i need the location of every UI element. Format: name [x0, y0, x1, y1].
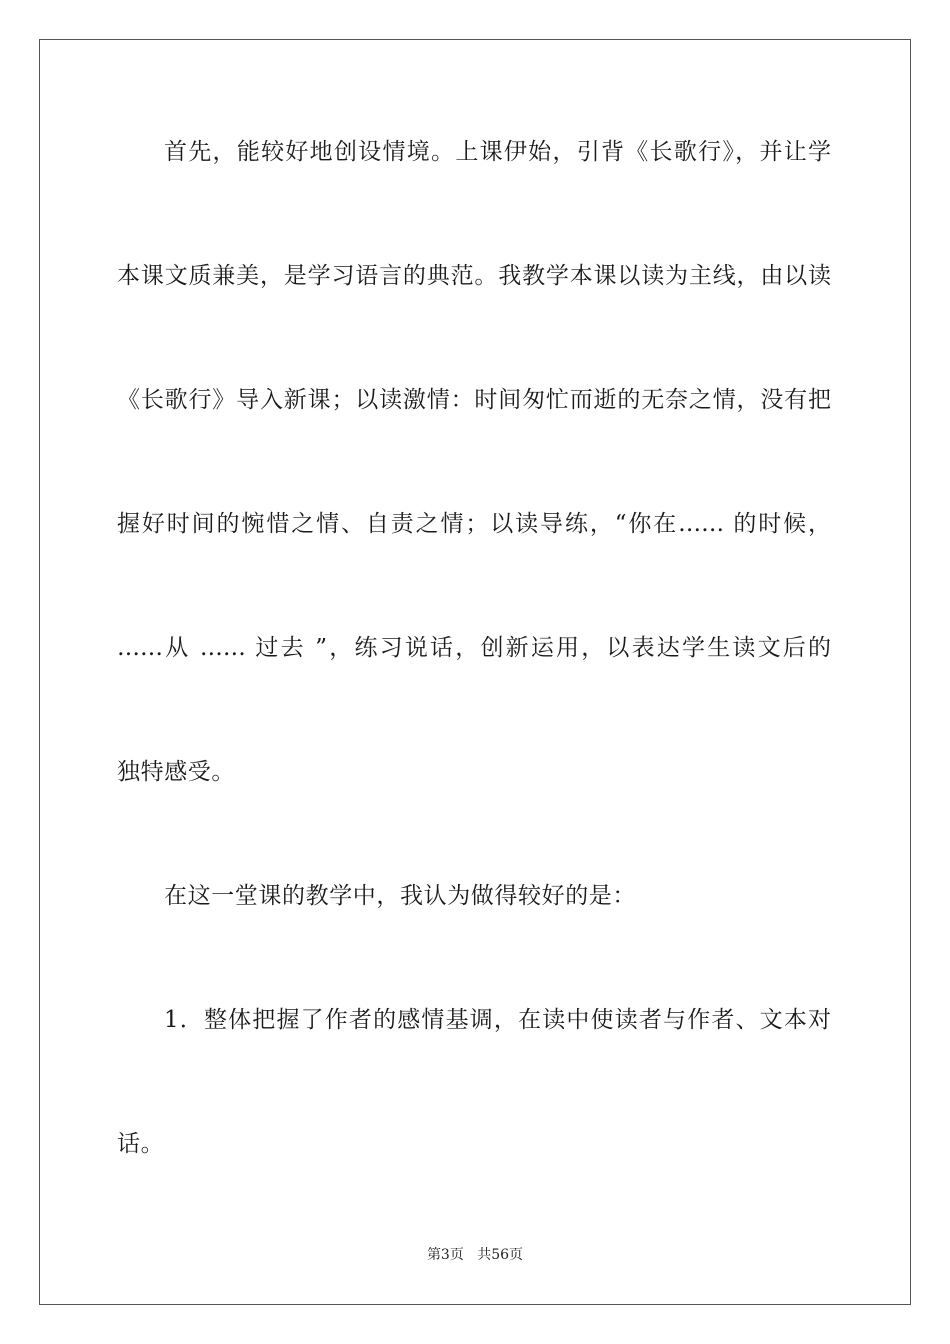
paragraph-line-4: 握好时间的惋惜之情、自责之情；以读导练，“你在…… 的时候，	[117, 511, 831, 537]
paragraph-line-3: 《长歌行》导入新课；以读激情：时间匆忙而逝的无奈之情，没有把	[117, 387, 831, 413]
paragraph-line-8: 1．整体把握了作者的感情基调，在读中使读者与作者、文本对	[164, 1007, 831, 1033]
paragraph-line-7: 在这一堂课的教学中，我认为做得较好的是：	[164, 883, 636, 909]
page-number: 第3页	[426, 1247, 464, 1263]
paragraph-line-5: ……从 …… 过去 ”，练习说话，创新运用，以表达学生读文后的	[117, 635, 831, 661]
paragraph-line-9: 话。	[117, 1131, 165, 1157]
paragraph-line-1: 首先，能较好地创设情境。上课伊始，引背《长歌行》，并让学	[164, 139, 831, 165]
paragraph-line-2: 本课文质兼美，是学习语言的典范。我教学本课以读为主线，由以读	[117, 263, 831, 289]
page-border	[39, 39, 911, 1305]
total-pages: 共56页	[477, 1247, 524, 1263]
page-footer	[0, 1246, 950, 1264]
paragraph-line-6: 独特感受。	[117, 759, 235, 785]
